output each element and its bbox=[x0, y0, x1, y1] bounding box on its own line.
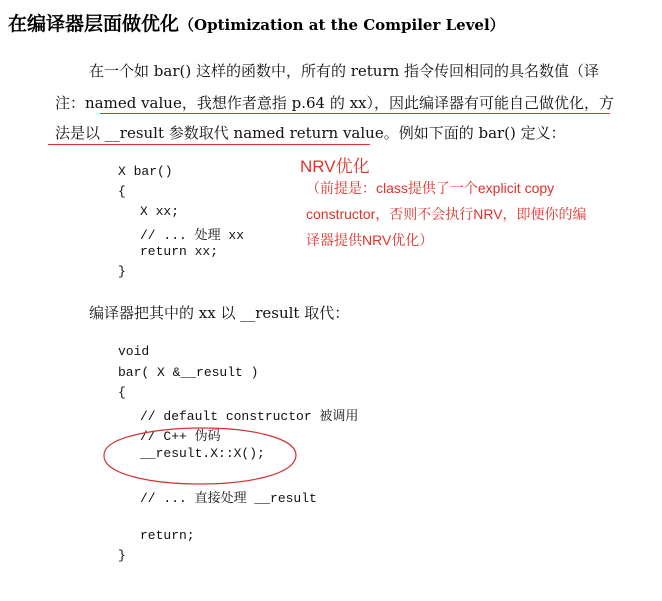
code2-line-1: void bbox=[118, 344, 150, 359]
code2-line-9: } bbox=[118, 548, 126, 563]
code2-line-8: return; bbox=[140, 528, 195, 543]
code2-line-2: bar( X &__result ) bbox=[118, 365, 259, 380]
sentence-2: 编译器把其中的 xx 以 __result 取代： bbox=[89, 304, 350, 322]
page-title-zh: 在编译器层面做优化 bbox=[8, 13, 180, 35]
code1-line-6: } bbox=[118, 264, 126, 279]
annotation-title: NRV优化 bbox=[300, 157, 370, 176]
code2-line-4: // default constructor 被调用 bbox=[140, 409, 359, 424]
annotation-line-3: 译器提供NRV优化） bbox=[306, 232, 434, 248]
highlight-ellipse bbox=[104, 428, 296, 484]
paragraph-line-2: 注：named value，我想作者意指 p.64 的 xx），因此编译器有可能自己做优化，方 bbox=[55, 94, 615, 112]
code2-line-7: // ... 直接处理 __result bbox=[140, 491, 317, 506]
paragraph-line-1: 在一个如 bar() 这样的函数中，所有的 return 指令传回相同的具名数值（译 bbox=[89, 62, 600, 80]
code1-line-4: // ... 处理 xx bbox=[140, 228, 245, 243]
code1-line-1: X bar() bbox=[118, 164, 173, 179]
annotation-line-2: constructor，否则不会执行NRV，即便你的编 bbox=[306, 206, 587, 222]
code2-line-3: { bbox=[118, 385, 126, 400]
code1-line-2: { bbox=[118, 184, 126, 199]
code1-line-3: X xx; bbox=[140, 204, 180, 219]
paragraph-line-3: 法是以 __result 参数取代 named return value。例如下面的 bar() 定义： bbox=[55, 124, 566, 142]
code1-line-5: return xx; bbox=[140, 244, 219, 259]
annotation-line-1: （前提是：class提供了一个explicit copy bbox=[306, 180, 555, 196]
page-title-en: （Optimization at the Compiler Level） bbox=[179, 16, 505, 34]
code2-line-6: __result.X::X(); bbox=[140, 446, 265, 461]
code2-line-5: // C++ 伪码 bbox=[140, 429, 221, 444]
